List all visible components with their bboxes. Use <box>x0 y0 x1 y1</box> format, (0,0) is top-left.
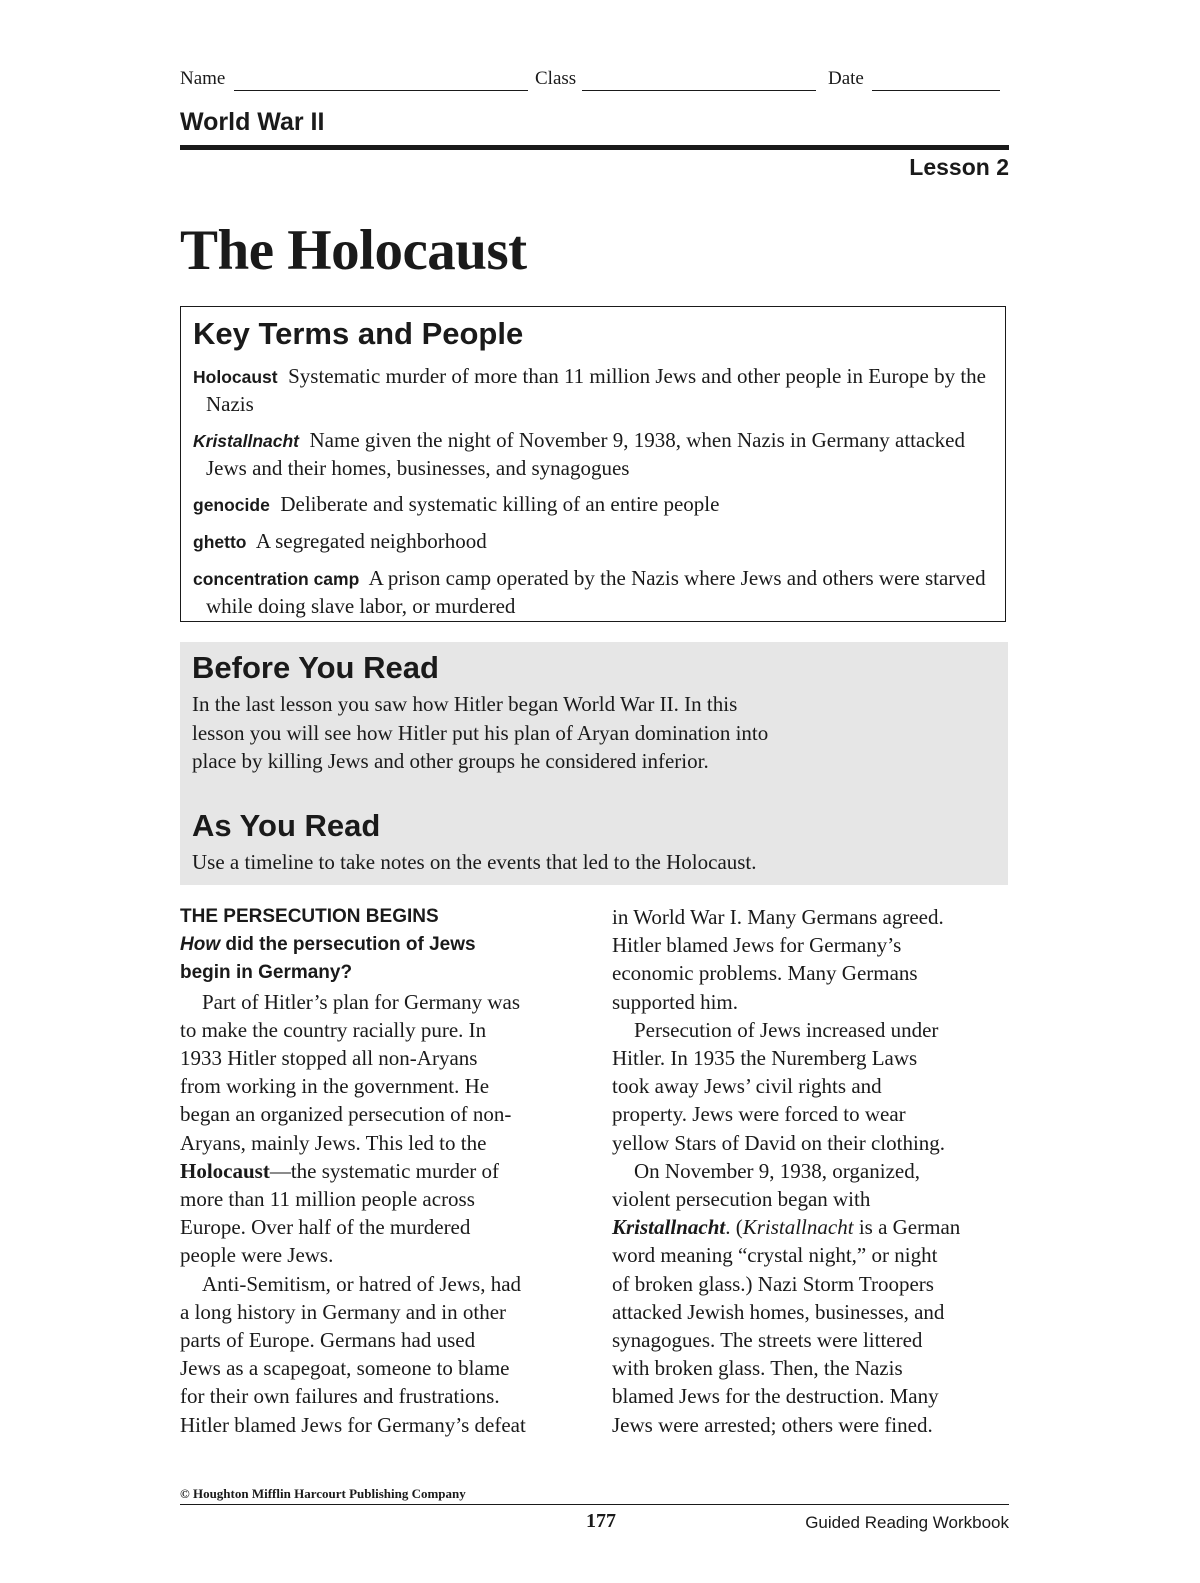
term-definition: Name given the night of November 9, 1938, when Nazis in Germany attacked Jews and their homes, businesses, and synagogues <box>206 428 965 480</box>
before-you-read-heading: Before You Read <box>192 650 439 685</box>
body-line: violent persecution began with <box>612 1187 871 1212</box>
term-item <box>193 491 993 519</box>
body-line: for their own failures and frustrations. <box>180 1384 500 1409</box>
body-line: Hitler blamed Jews for Germany’s defeat <box>180 1412 526 1437</box>
body-column-right <box>612 903 1012 1439</box>
header-divider <box>180 145 1009 150</box>
term-name: genocide <box>193 495 270 515</box>
page-title: The Holocaust <box>180 219 527 282</box>
kristallnacht-term: Kristallnacht <box>612 1215 726 1240</box>
body-line: economic problems. Many Germans <box>612 961 918 986</box>
body-line: parts of Europe. Germans had used <box>180 1328 476 1353</box>
body-line: began an organized persecution of non- <box>180 1102 512 1127</box>
body-line: of broken glass.) Nazi Storm Troopers <box>612 1271 934 1296</box>
body-line: took away Jews’ civil rights and <box>612 1074 882 1099</box>
copyright-notice: © Houghton Mifflin Harcourt Publishing Company <box>180 1486 466 1501</box>
body-line: word meaning “crystal night,” or night <box>612 1243 938 1268</box>
as-you-read-section <box>192 808 992 877</box>
before-you-read-line: lesson you will see how Hitler put his plan of Aryan domination into <box>192 720 769 745</box>
term-definition: Systematic murder of more than 11 million Jews and other people in Europe by the Nazis <box>206 364 987 416</box>
holocaust-term: Holocaust <box>180 1158 270 1183</box>
class-label: Class <box>535 68 577 89</box>
term-name: Holocaust <box>193 367 278 387</box>
term-item <box>193 363 993 418</box>
name-label: Name <box>180 68 226 89</box>
term-name: concentration camp <box>193 569 360 589</box>
date-blank[interactable] <box>872 90 1000 91</box>
body-line: to make the country racially pure. In <box>180 1017 487 1042</box>
body-column-left <box>180 903 580 1439</box>
body-line: Europe. Over half of the murdered <box>180 1215 471 1240</box>
kristallnacht-italic: Kristallnacht <box>742 1215 854 1240</box>
body-line: Persecution of Jews increased under <box>634 1017 939 1042</box>
body-line: Anti-Semitism, or hatred of Jews, had <box>202 1271 522 1296</box>
before-you-read-line: place by killing Jews and other groups he considered inferior. <box>192 749 709 773</box>
reading-guide-box <box>180 642 1008 885</box>
section-question-cont: begin in Germany? <box>180 962 353 984</box>
body-line <box>180 1157 580 1185</box>
body-line: a long history in Germany and in other <box>180 1299 507 1324</box>
footer-divider <box>180 1504 1009 1505</box>
key-terms-box <box>180 306 1006 622</box>
body-line <box>612 1213 1012 1241</box>
body-line: blamed Jews for the destruction. Many <box>612 1384 939 1409</box>
term-name: Kristallnacht <box>193 431 299 451</box>
section-question <box>180 931 580 959</box>
term-definition: A segregated neighborhood <box>255 529 487 553</box>
term-definition: Deliberate and systematic killing of an entire people <box>280 492 720 516</box>
body-line: On November 9, 1938, organized, <box>634 1158 920 1183</box>
term-definition: A prison camp operated by the Nazis where Jews and others were starved while doing slave labor, or murdered <box>206 566 986 618</box>
term-item <box>193 427 993 482</box>
body-line: Jews were arrested; others were fined. <box>612 1412 933 1437</box>
body-line: synagogues. The streets were littered <box>612 1328 923 1353</box>
key-terms-heading: Key Terms and People <box>193 316 524 351</box>
key-terms-list <box>193 363 993 629</box>
body-line: yellow Stars of David on their clothing. <box>612 1130 946 1155</box>
body-line: Hitler blamed Jews for Germany’s <box>612 933 902 958</box>
body-line: attacked Jewish homes, businesses, and <box>612 1299 945 1324</box>
question-emphasis: How <box>180 934 221 956</box>
student-info-line <box>180 66 1010 96</box>
body-text: is a German <box>853 1215 961 1240</box>
body-line: 1933 Hitler stopped all non-Aryans <box>180 1046 478 1071</box>
before-you-read-section <box>192 650 992 776</box>
page-number: 177 <box>586 1510 616 1532</box>
body-line: in World War I. Many Germans agreed. <box>612 905 944 929</box>
body-line: with broken glass. Then, the Nazis <box>612 1356 903 1381</box>
as-you-read-text: Use a timeline to take notes on the events that led to the Holocaust. <box>192 850 757 874</box>
body-line: supported him. <box>612 989 738 1014</box>
before-you-read-line: In the last lesson you saw how Hitler began World War II. In this <box>192 692 738 716</box>
unit-title: World War II <box>180 108 325 136</box>
term-item <box>193 528 993 556</box>
body-line: Part of Hitler’s plan for Germany was <box>202 989 521 1014</box>
lesson-label: Lesson 2 <box>909 154 1009 180</box>
as-you-read-heading: As You Read <box>192 808 381 843</box>
body-line: people were Jews. <box>180 1243 334 1268</box>
date-label: Date <box>828 68 864 89</box>
body-text: . ( <box>725 1215 743 1240</box>
body-line: more than 11 million people across <box>180 1187 475 1212</box>
workbook-title: Guided Reading Workbook <box>805 1513 1009 1532</box>
term-item <box>193 565 993 620</box>
body-line: Hitler. In 1935 the Nuremberg Laws <box>612 1046 918 1071</box>
term-name: ghetto <box>193 532 247 552</box>
body-line: Jews as a scapegoat, someone to blame <box>180 1356 510 1381</box>
class-blank[interactable] <box>582 90 816 91</box>
body-line: property. Jews were forced to wear <box>612 1102 906 1127</box>
body-text: —the systematic murder of <box>269 1158 500 1183</box>
body-line: Aryans, mainly Jews. This led to the <box>180 1130 487 1155</box>
name-blank[interactable] <box>234 90 528 91</box>
body-line: from working in the government. He <box>180 1074 490 1099</box>
question-text: did the persecution of Jews <box>220 934 476 956</box>
section-heading: THE PERSECUTION BEGINS <box>180 906 439 927</box>
